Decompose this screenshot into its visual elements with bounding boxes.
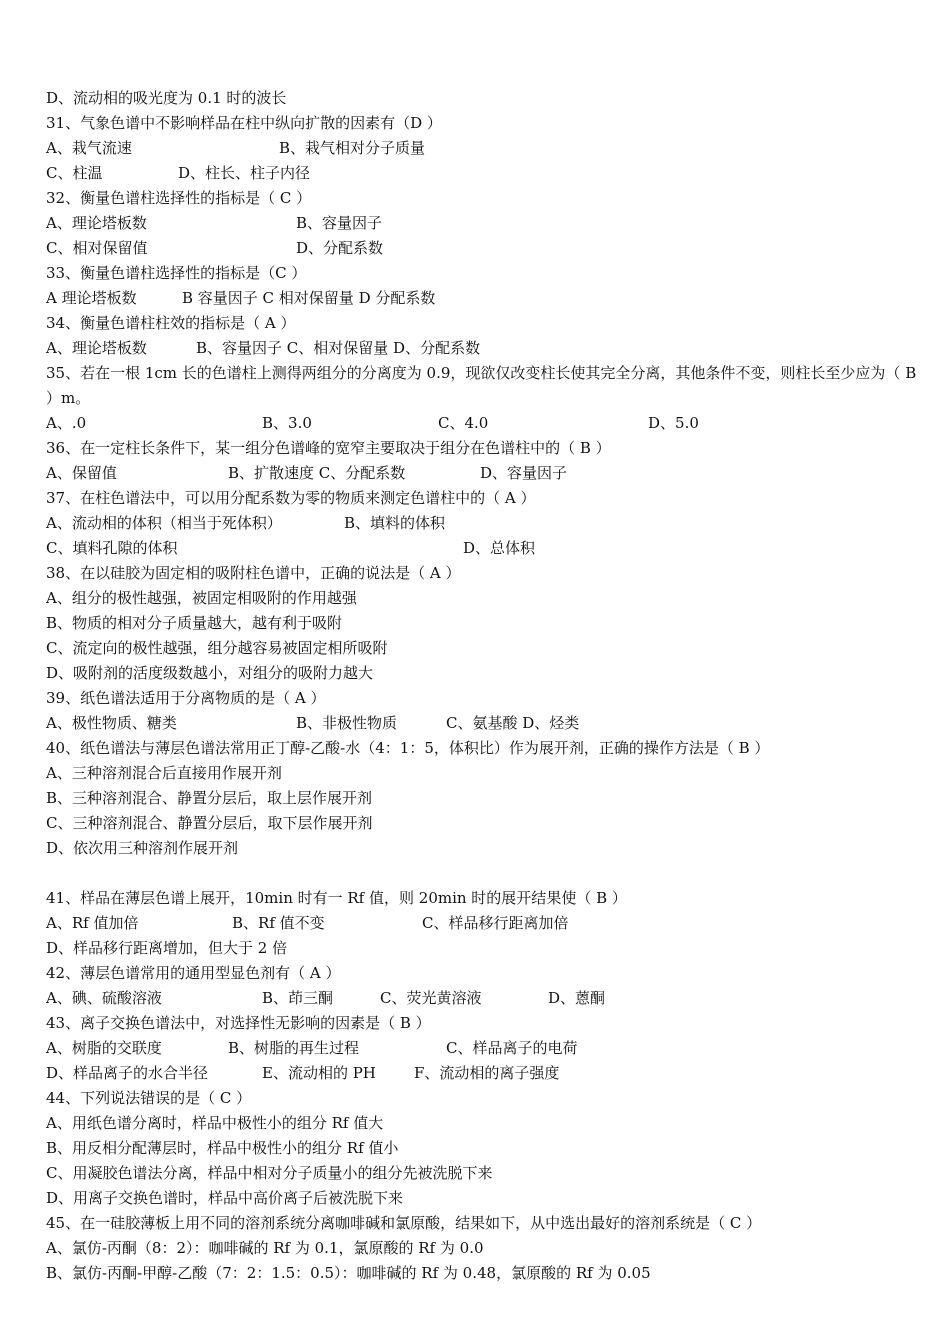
options-line — [46, 136, 926, 161]
question-43: 43、离子交换色谱法中，对选择性无影响的因素是（ B ） — [46, 1014, 431, 1032]
option-line: D、样品移行距离增加，但大于 2 倍 — [46, 939, 288, 957]
option: E、流动相的 PH — [262, 1064, 376, 1082]
options-line — [46, 536, 926, 561]
question-32: 32、衡量色谱柱选择性的指标是（ C ） — [46, 189, 312, 207]
option: D、柱长、柱子内径 — [178, 164, 311, 182]
blank-line — [46, 861, 926, 886]
option: C、荧光黄溶液 — [380, 989, 482, 1007]
option: C、氨基酸 D、烃类 — [446, 714, 580, 732]
option-line: A、组分的极性越强，被固定相吸附的作用越强 — [46, 589, 357, 607]
option: B、Rf 值不变 — [232, 914, 325, 932]
option-line: D、依次用三种溶剂作展开剂 — [46, 839, 239, 857]
question-42: 42、薄层色谱常用的通用型显色剂有（ A ） — [46, 964, 341, 982]
document-body — [46, 86, 926, 1286]
option: B、3.0 — [262, 414, 312, 432]
options-line — [46, 711, 926, 736]
options-line — [46, 411, 926, 436]
option: A、栽气流速 — [46, 139, 132, 157]
option: A、理论塔板数 — [46, 214, 147, 232]
options-line — [46, 1061, 926, 1086]
option: A 理论塔板数 — [46, 289, 137, 307]
option-line: C、三种溶剂混合、静置分层后，取下层作展开剂 — [46, 814, 373, 832]
option: A、保留值 — [46, 464, 117, 482]
question-38: 38、在以硅胶为固定相的吸附柱色谱中，正确的说法是（ A ） — [46, 564, 461, 582]
option: A、树脂的交联度 — [46, 1039, 162, 1057]
option: B、容量因子 — [296, 214, 383, 232]
question-31: 31、气象色谱中不影响样品在柱中纵向扩散的因素有（D ） — [46, 114, 442, 132]
option-line: D、用离子交换色谱时，样品中高价离子后被洗脱下来 — [46, 1189, 404, 1207]
option: A、.0 — [46, 414, 87, 432]
option: A、理论塔板数 — [46, 339, 147, 357]
question-44: 44、下列说法错误的是（ C ） — [46, 1089, 252, 1107]
option: F、流动相的离子强度 — [414, 1064, 560, 1082]
question-37: 37、在柱色谱法中，可以用分配系数为零的物质来测定色谱柱中的（ A ） — [46, 489, 536, 507]
options-line — [46, 511, 926, 536]
option: D、总体积 — [463, 539, 536, 557]
options-line — [46, 336, 926, 361]
question-41: 41、样品在薄层色谱上展开，10min 时有一 Rf 值，则 20min 时的展开结果使（ B ） — [46, 889, 627, 907]
option: D、5.0 — [648, 414, 699, 432]
option: B、栽气相对分子质量 — [279, 139, 426, 157]
option: B、容量因子 C、相对保留量 D、分配系数 — [196, 339, 481, 357]
option: C、4.0 — [438, 414, 489, 432]
option-line: A、用纸色谱分离时，样品中极性小的组分 Rf 值大 — [46, 1114, 384, 1132]
option-line: B、三种溶剂混合、静置分层后，取上层作展开剂 — [46, 789, 373, 807]
options-line — [46, 911, 926, 936]
options-line — [46, 161, 926, 186]
option: C、填料孔隙的体积 — [46, 539, 178, 557]
options-line — [46, 211, 926, 236]
question-33: 33、衡量色谱柱选择性的指标是（C ） — [46, 264, 307, 282]
question-40: 40、纸色谱法与薄层色谱法常用正丁醇-乙酸-水（4：1：5，体积比）作为展开剂，正确的操作方法是（ B ） — [46, 739, 770, 757]
question-35: 35、若在一根 1cm 长的色谱柱上测得两组分的分离度为 0.9，现欲仅改变柱长使其完全分离，其他条件不变，则柱长至少应为（ B ）m。 — [46, 364, 917, 407]
options-line — [46, 236, 926, 261]
option: A、极性物质、糖类 — [46, 714, 177, 732]
option-line: C、流定向的极性越强，组分越容易被固定相所吸附 — [46, 639, 388, 657]
option: C、柱温 — [46, 164, 103, 182]
option: C、相对保留值 — [46, 239, 148, 257]
option: B、树脂的再生过程 — [228, 1039, 360, 1057]
option-line: B、物质的相对分子质量越大，越有利于吸附 — [46, 614, 343, 632]
option: A、碘、硫酸溶液 — [46, 989, 162, 1007]
option: D、容量因子 — [480, 464, 568, 482]
option: D、蒽酮 — [548, 989, 606, 1007]
question-45: 45、在一硅胶薄板上用不同的溶剂系统分离咖啡碱和氯原酸，结果如下，从中选出最好的溶剂系统是（ C ） — [46, 1214, 762, 1232]
option: B 容量因子 C 相对保留量 D 分配系数 — [182, 289, 436, 307]
option: B、填料的体积 — [344, 514, 446, 532]
question-34: 34、衡量色谱柱柱效的指标是（ A ） — [46, 314, 296, 332]
options-line — [46, 286, 926, 311]
question-36: 36、在一定柱长条件下，某一组分色谱峰的宽窄主要取决于组分在色谱柱中的（ B ） — [46, 439, 611, 457]
option-line: A、氯仿-丙酮（8：2）：咖啡碱的 Rf 为 0.1，氯原酸的 Rf 为 0.0 — [46, 1239, 484, 1257]
option: B、扩散速度 C、分配系数 — [228, 464, 406, 482]
options-line — [46, 1036, 926, 1061]
option: C、样品离子的电荷 — [446, 1039, 578, 1057]
options-line — [46, 986, 926, 1011]
option: C、样品移行距离加倍 — [422, 914, 569, 932]
option: A、流动相的体积（相当于死体积） — [46, 514, 282, 532]
option: D、分配系数 — [296, 239, 384, 257]
option-line: C、用凝胶色谱法分离，样品中相对分子质量小的组分先被洗脱下来 — [46, 1164, 493, 1182]
text-line: D、流动相的吸光度为 0.1 时的波长 — [46, 89, 287, 107]
option: B、非极性物质 — [296, 714, 398, 732]
option-line: D、吸附剂的活度级数越小，对组分的吸附力越大 — [46, 664, 374, 682]
option: A、Rf 值加倍 — [46, 914, 139, 932]
option-line: A、三种溶剂混合后直接用作展开剂 — [46, 764, 282, 782]
option-line: B、氯仿-丙酮-甲醇-乙酸（7：2：1.5：0.5）：咖啡碱的 Rf 为 0.48，氯原酸的 Rf 为 0.05 — [46, 1264, 651, 1282]
options-line — [46, 461, 926, 486]
option: B、茚三酮 — [262, 989, 334, 1007]
question-39: 39、纸色谱法适用于分离物质的是（ A ） — [46, 689, 326, 707]
option-line: B、用反相分配薄层时，样品中极性小的组分 Rf 值小 — [46, 1139, 399, 1157]
option: D、样品离子的水合半径 — [46, 1064, 209, 1082]
